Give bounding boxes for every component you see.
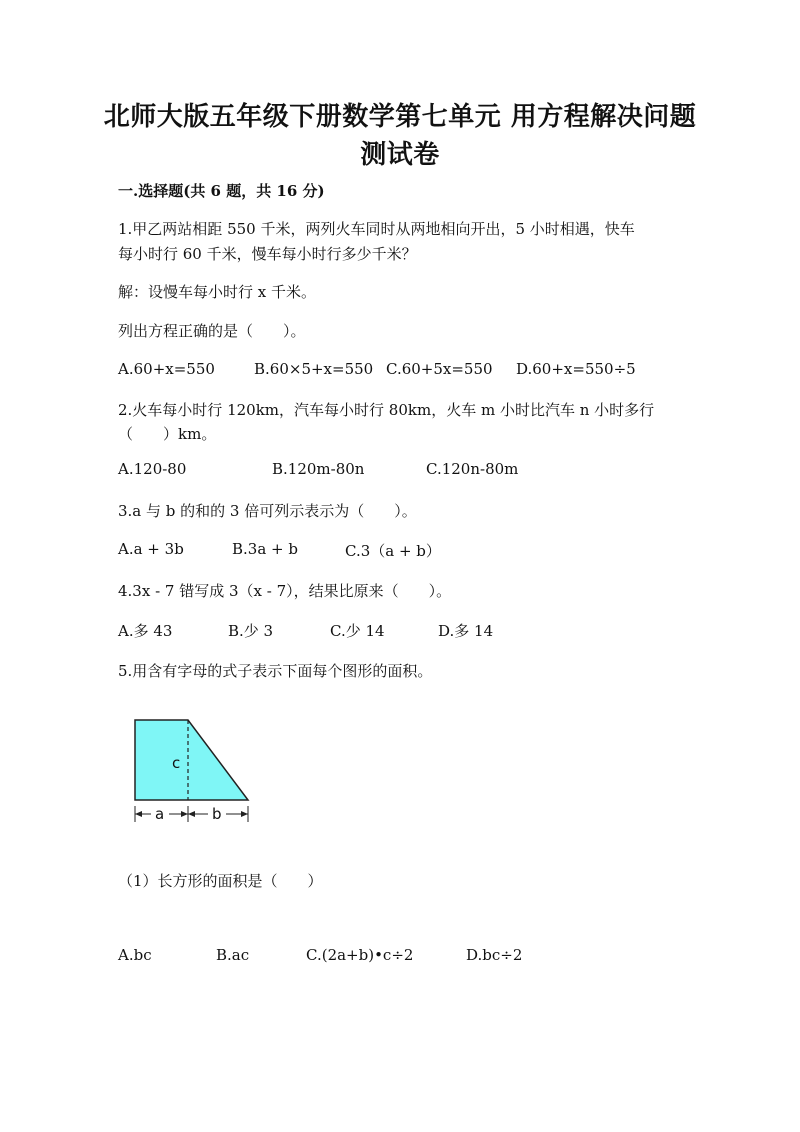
page-title-line-2: 测试卷 xyxy=(360,140,440,170)
question-5-text: 5.用含有字母的式子表示下面每个图形的面积。 xyxy=(118,662,433,680)
question-3-text: 3.a 与 b 的和的 3 倍可列示表示为（ ）。 xyxy=(118,502,417,520)
question-2-option-a[interactable]: A.120-80 xyxy=(118,460,187,478)
trapezoid-shape xyxy=(135,720,248,800)
question-5-option-d[interactable]: D.bc÷2 xyxy=(466,946,523,964)
question-1-option-c[interactable]: C.60+5x=550 xyxy=(386,360,493,378)
question-4-option-c[interactable]: C.少 14 xyxy=(330,622,385,640)
question-5-option-a[interactable]: A.bc xyxy=(118,946,152,964)
question-4-option-b[interactable]: B.少 3 xyxy=(228,622,274,640)
arrowhead-a-left xyxy=(135,811,142,817)
question-4-text: 4.3x - 7 错写成 3（x - 7），结果比原来（ ）。 xyxy=(118,582,452,600)
question-1-option-a[interactable]: A.60+x=550 xyxy=(118,360,215,378)
question-2-text-line-1: 2.火车每小时行 120km，汽车每小时行 80km，火车 m 小时比汽车 n 小时多行 xyxy=(118,401,655,419)
arrowhead-b-left xyxy=(188,811,195,817)
question-2-text-line-2: （ ）km。 xyxy=(118,425,217,443)
question-2-option-b[interactable]: B.120m-80n xyxy=(272,460,365,478)
question-5-subquestion-1: （1）长方形的面积是（ ） xyxy=(118,872,323,890)
question-1-option-d[interactable]: D.60+x=550÷5 xyxy=(516,360,636,378)
section-heading: 一.选择题(共 6 题，共 16 分) xyxy=(118,182,325,200)
label-b: b xyxy=(212,805,222,823)
question-1-text-line-1: 1.甲乙两站相距 550 千米，两列火车同时从两地相向开出，5 小时相遇，快车 xyxy=(118,220,635,238)
arrowhead-b-right xyxy=(241,811,248,817)
page-title-line-1: 北师大版五年级下册数学第七单元 用方程解决问题 xyxy=(103,102,697,132)
question-2-option-c[interactable]: C.120n-80m xyxy=(426,460,519,478)
trapezoid-figure xyxy=(120,710,270,830)
question-5-option-c[interactable]: C.(2a+b)•c÷2 xyxy=(306,946,414,964)
question-1-solution: 解：设慢车每小时行 x 千米。 xyxy=(118,283,316,301)
question-4-option-a[interactable]: A.多 43 xyxy=(118,622,173,640)
question-1-prompt: 列出方程正确的是（ ）。 xyxy=(118,322,306,340)
label-c: c xyxy=(172,754,181,772)
question-1-option-b[interactable]: B.60×5+x=550 xyxy=(254,360,374,378)
arrowhead-a-right xyxy=(181,811,188,817)
question-3-option-c[interactable]: C.3（a + b） xyxy=(345,542,441,560)
question-3-option-b[interactable]: B.3a + b xyxy=(232,540,298,558)
question-4-option-d[interactable]: D.多 14 xyxy=(438,622,494,640)
question-3-option-a[interactable]: A.a + 3b xyxy=(118,540,184,558)
question-5-option-b[interactable]: B.ac xyxy=(216,946,250,964)
label-a: a xyxy=(155,805,165,823)
question-1-text-line-2: 每小时行 60 千米，慢车每小时行多少千米？ xyxy=(118,245,417,263)
